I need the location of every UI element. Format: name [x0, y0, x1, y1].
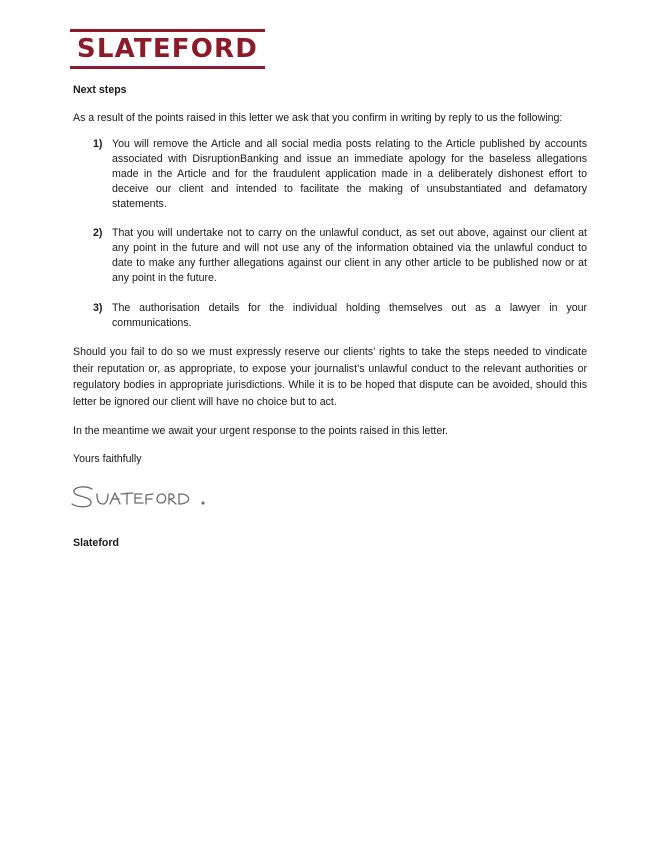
closing-salutation: Yours faithfully — [73, 453, 142, 465]
signature-stroke — [97, 494, 108, 504]
item-number: 3) — [93, 302, 103, 314]
item-number: 2) — [93, 227, 103, 239]
handwritten-signature — [70, 482, 235, 516]
item-text: The authorisation details for the individual holding themselves out as a lawyer in your communications. — [112, 302, 587, 329]
demand-item-3 — [93, 301, 587, 331]
logo-wordmark: SLATEFORD — [76, 34, 259, 64]
warning-paragraph: Should you fail to do so we must expressly reserve our clients’ rights to take the steps needed to vindicate their reputation or, as appropriate, to expose your journalist’s unlawful conduct to the relevant authorities or regulatory bodies in appropriate jurisdictions. While it is to be hoped that dispute can be avoided, should this letter be ignored our client will have no choice but to act. — [73, 346, 587, 408]
item-text: That you will undertake not to carry on the unlawful conduct, as set out above, against our client at any point in the future and will not use any of the information obtained via the unlawful conduct to date to make any further allegations against our client in any other article to be published now or at any point in the future. — [112, 227, 587, 284]
intro-paragraph: As a result of the points raised in this letter we ask that you confirm in writing by reply to us the following: — [73, 112, 563, 124]
slateford-logo — [70, 29, 265, 70]
logo-bottom-rule — [70, 66, 265, 69]
item-number: 1) — [93, 138, 103, 150]
item-text: You will remove the Article and all social media posts relating to the Article published by accounts associated with DisruptionBanking and issue an immediate apology for the baseless allegations made in the Article and for the fraudulent application made in a deliberately dishonest effort to deceive our client and intended to facilitate the making of unsubstantiated and defamatory statements. — [112, 138, 587, 210]
signature-stroke — [157, 494, 166, 503]
demand-item-1 — [93, 137, 587, 212]
meantime-paragraph: In the meantime we await your urgent response to the points raised in this letter. — [73, 425, 449, 437]
signature-stroke — [179, 494, 189, 504]
signature-stroke — [135, 494, 143, 503]
signature-stroke — [202, 502, 204, 504]
signature-stroke — [121, 493, 133, 504]
signer-name: Slateford — [73, 537, 119, 549]
logo-top-rule — [70, 29, 265, 32]
signature-stroke — [146, 494, 153, 504]
signature-stroke — [72, 487, 92, 507]
signature-stroke — [110, 493, 120, 504]
demand-item-2 — [93, 226, 587, 286]
section-heading: Next steps — [73, 84, 127, 96]
signature-stroke — [169, 494, 176, 504]
